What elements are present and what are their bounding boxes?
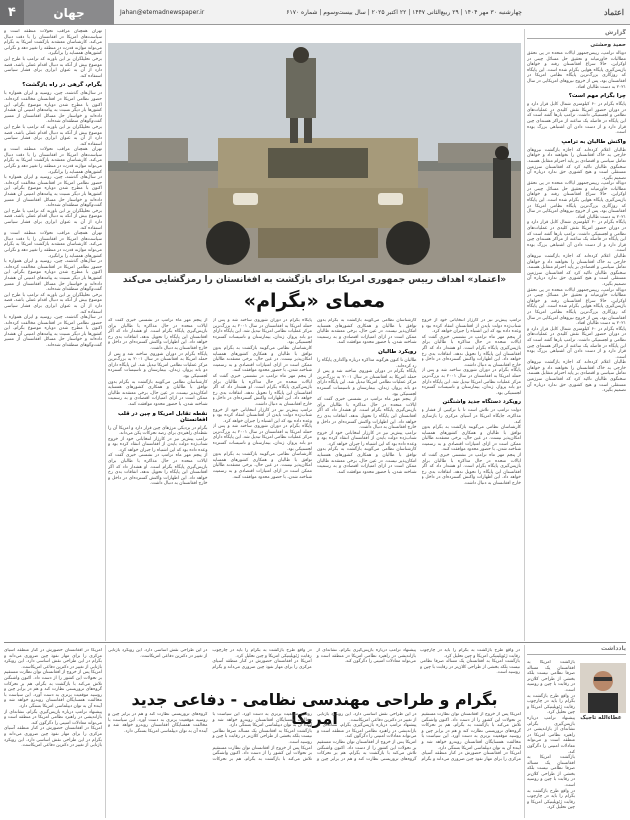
date-bar: [114, 0, 630, 25]
report-tag: گزارش: [527, 29, 626, 39]
note-right-p5: در واقع طرح بازگشت به بگرام را باید در چارچوب رقابت ژئوپلیتیکی امریکا و چین تحلیل کرد.: [527, 788, 575, 811]
section-title: جهان: [24, 0, 114, 25]
left-text-1b: برخی تحلیلگران بر این باورند که ترامپ با طرح این موضوع بیش از آنکه به دنبال اقدام عملی باشد، قصد دارد از آن به عنوان ابزاری برای فشار سیاسی استفاده کند.: [4, 56, 102, 79]
note-intro-right: [420, 648, 520, 688]
main-photo: [108, 43, 521, 273]
note-right-p1: بازگشت امریکا به افغانستان یک مساله صرفا نظامی نیست بلکه بخشی از طراحی کلان‌تر در رقابت با چین و روسیه است.: [527, 660, 575, 693]
note-body-p5: بازگشت امریکا به افغانستان یک مساله صرفا نظامی نیست بلکه بخشی از طراحی کلان‌تر در رقابت با چین و روسیه است.: [212, 728, 312, 745]
left-text-3: برخی تحلیلگران بر این باورند که ترامپ با طرح این موضوع بیش از آنکه به دنبال اقدام عملی باشد، قصد دارد از آن به عنوان ابزاری برای فشار سیاسی استفاده کند.: [4, 124, 102, 147]
body-subhead-1: نقطه تقابل امریکا و چین در قلب افغانستان: [117, 410, 208, 423]
left-text-5: در سال‌های گذشته، چین، روسیه و ایران همواره با حضور نظامی امریکا در افغانستان مخالفت کرده‌اند. اکنون با مطرح شدن دوباره موضوع بگرام، این کشورها بار دیگر نسبت به پیامدهای امنیتی آن هشدار داده‌اند و خواستار حل مسائل افغانستان از مسیر گفت‌وگوهای منطقه‌ای شده‌اند.: [4, 175, 102, 209]
note-body: [108, 712, 521, 818]
date-line: چهارشنبه ۳۰ مهر ۱۴۰۴ | ۲۹ ربیع‌الثانی ۱۴۴۷ | ۲۲ اکتبر ۲۰۲۵ | سال بیست‌وسوم | شماره ۶۱۷۰: [286, 8, 522, 16]
byline: حمید وحشتی: [590, 42, 626, 48]
note-intro-p3: پیشنهاد ترامپ درباره بازپس‌گیری بگرام، نشانه‌ای از بازاندیشی در راهبرد نظامی امریکا در منطقه است و می‌تواند معادلات امنیتی را دگرگون کند.: [316, 648, 416, 665]
body-text-2e: پایگاه بگرام در دوران شوروی ساخته شد و پس از حمله امریکا به افغانستان در سال ۲۰۰۱ به بزرگ‌ترین مرکز عملیات نظامی امریکا تبدیل شد. این پایگاه دارای دو باند پرواز، زندان، بیمارستان و تاسیسات گسترده لجستیکی بود.: [212, 424, 312, 452]
body-text-3d: از پنجم مهر ماه ترامپ در نشستی خبری گفت که ایالات متحده در حال مذاکره با طالبان برای بازپس‌گیری پایگاه بگرام است. او هشدار داد که اگر افغانستان این پایگاه را تحویل ندهد، اتفاقات بدی رخ خواهد داد. این اظهارات واکنش گسترده‌ای در داخل و خارج افغانستان به دنبال داشت.: [317, 397, 417, 431]
left-column: [4, 29, 102, 641]
note-right-p3: پیشنهاد ترامپ درباره بازپس‌گیری بگرام، نشانه‌ای از بازاندیشی در راهبرد نظامی امریکا در منطقه است و می‌تواند معادلات امنیتی را دگرگون کند.: [527, 715, 575, 755]
right-text-1: دونالد ترامپ، رییس‌جمهور ایالات متحده در پی تحقق مطالبات خاورمیانه و تحقیق حل مسائل چینی در اوکراین، حالا سراغ افغانستان رفته و خواهان بازپس‌گیری پایگاه هوایی بگرام شده است. این پایگاه که روزگاری بزرگ‌ترین پایگاه نظامی امریکا در افغانستان بود، پس از خروج نیروهای امریکایی در سال ۲۰۲۱ به دست طالبان افتاد.: [527, 51, 626, 90]
right-text-3: طالبان اعلام کرده‌اند که اجازه بازگشت نیروهای خارجی به خاک افغانستان را نخواهند داد و خواهان تعامل سیاسی و اقتصادی بر پایه احترام متقابل هستند. سخنگوی طالبان تاکید کرد که افغانستان سرزمین مستقلی است و هیچ کشوری حق ندارد درباره آن تصمیم بگیرد.: [527, 147, 626, 181]
right-text-1-more: دونالد ترامپ، رییس‌جمهور ایالات متحده در پی تحقق مطالبات خاورمیانه و تحقیق حل مسائل چینی در اوکراین، حالا سراغ افغانستان رفته و خواهان بازپس‌گیری پایگاه هوایی بگرام شده است. این پایگاه که روزگاری بزرگ‌ترین پایگاه نظامی امریکا در افغانستان بود، پس از خروج نیروهای امریکایی در سال ۲۰۲۱ به دست طالبان افتاد.: [527, 287, 626, 327]
note-body-p1: امریکا پس از خروج از افغانستان توان نظارت مستقیم بر تحولات این کشور را از دست داد. اکنون واشنگتن تلاش می‌کند با بازگشت به بگرام، هم بر تحرکات گروه‌های تروریستی نظارت کند و هم در برابر چین و روسیه موقعیت برتری به دست آورد. این سیاست با مخالفت همسایگان افغانستان روبه‌رو خواهد شد و آینده آن به توان دیپلماسی امریکا بستگی دارد.: [421, 712, 521, 751]
body-text-2b: کارشناسان نظامی می‌گویند بازگشت به بگرام بدون توافق با طالبان و همکاری کشورهای همسایه امکان‌پذیر نیست. در عین حال، برخی معتقدند طالبان ممکن است در ازای امتیازات اقتصادی و به رسمیت شناخته شدن، با حضور محدود موافقت کنند.: [212, 345, 312, 374]
note-left-p2: امریکا پس از خروج از افغانستان توان نظارت مستقیم بر تحولات این کشور را از دست داد. اکنون واشنگتن تلاش می‌کند با بازگشت به بگرام، هم بر تحرکات گروه‌های تروریستی نظارت کند و هم در برابر چین و روسیه موقعیت برتری به دست آورد. این سیاست با مخالفت همسایگان افغانستان روبه‌رو خواهد شد و آینده آن به توان دیپلماسی امریکا بستگی دارد.: [4, 670, 102, 709]
note-headline: بگرام و طراحی مهندسی نظامی - دفاعی جدید امریکا: [131, 690, 498, 728]
section-divider: [4, 642, 626, 643]
body-text-4c: پایگاه بگرام در دوران شوروی ساخته شد و پس از حمله امریکا به افغانستان در سال ۲۰۰۱ به بزرگ‌ترین مرکز عملیات نظامی امریکا تبدیل شد. این پایگاه دارای دو باند پرواز، زندان، بیمارستان و تاسیسات گسترده لجستیکی بود.: [421, 368, 521, 396]
right-subhead-1: چرا بگرام مهم است؟: [568, 93, 626, 100]
note-left-text: [4, 648, 102, 818]
body-text-1: از پنجم مهر ماه ترامپ در نشستی خبری گفت که ایالات متحده در حال مذاکره با طالبان برای بازپس‌گیری پایگاه بگرام است. او هشدار داد که اگر افغانستان این پایگاه را تحویل ندهد، اتفاقات بدی رخ خواهد داد. این اظهارات واکنش گسترده‌ای در داخل و خارج افغانستان به دنبال داشت.: [108, 318, 208, 351]
newspaper-logo: اعتماد: [603, 7, 624, 17]
author-avatar-icon: [580, 663, 626, 713]
left-text-6: برخی تحلیلگران بر این باورند که ترامپ با طرح این موضوع بیش از آنکه به دنبال اقدام عملی باشد، قصد دارد از آن به عنوان ابزاری برای فشار سیاسی استفاده کند.: [4, 208, 102, 231]
note-right-p2: در واقع طرح بازگشت به بگرام را باید در چارچوب رقابت ژئوپلیتیکی امریکا و چین تحلیل کرد.: [527, 693, 575, 716]
right-column: [527, 29, 626, 641]
article-headline: معمای «بگرام»: [243, 290, 386, 312]
body-text-1c: کارشناسان نظامی می‌گویند بازگشت به بگرام بدون توافق با طالبان و همکاری کشورهای همسایه امکان‌پذیر نیست. در عین حال، برخی معتقدند طالبان ممکن است در ازای امتیازات اقتصادی و به رسمیت شناخته شدن، با حضور محدود موافقت کنند.: [108, 379, 208, 407]
body-text-1f: از پنجم مهر ماه ترامپ در نشستی خبری گفت که ایالات متحده در حال مذاکره با طالبان برای بازپس‌گیری پایگاه بگرام است. او هشدار داد که اگر افغانستان این پایگاه را تحویل ندهد، اتفاقات بدی رخ خواهد داد. این اظهارات واکنش گسترده‌ای در داخل و خارج افغانستان به دنبال داشت.: [108, 453, 208, 487]
body-column-2: [213, 318, 313, 641]
note-body-p4: امریکا پس از خروج از افغانستان توان نظارت مستقیم بر تحولات این کشور را از دست داد. اکنون واشنگتن تلاش می‌کند با بازگشت به بگرام، هم بر تحرکات گروه‌های تروریستی نظارت کند و هم در برابر چین و روسیه موقعیت برتری به دست آورد. این سیاست با مخالفت همسایگان افغانستان روبه‌رو خواهد شد و آینده آن به توان دیپلماسی امریکا بستگی دارد.: [212, 712, 417, 762]
note-intro-p5: امریکا در افغانستان حضورش در کنار منطقه آسیای مرکزی را برای مهار نفوذ چین ضروری می‌داند و بگرام در این طراحی نقش اساسی دارد. این رویکرد بازتابی از تغییر در دکترین دفاعی امریکاست.: [108, 648, 312, 670]
note-body-p2: امریکا در افغانستان حضورش در کنار منطقه آسیای مرکزی را برای مهار نفوذ چین ضروری می‌داند و بگرام در این طراحی نقش اساسی دارد. این رویکرد بازتابی از تغییر در دکترین دفاعی امریکاست.: [317, 712, 521, 762]
body-text-3c: پایگاه بگرام در دوران شوروی ساخته شد و پس از حمله امریکا به افغانستان در سال ۲۰۰۱ به بزرگ‌ترین مرکز عملیات نظامی امریکا تبدیل شد. این پایگاه دارای دو باند پرواز، زندان، بیمارستان و تاسیسات گسترده لجستیکی بود.: [317, 369, 417, 397]
body-text-1e: ترامپ پیش‌تر نیز در کارزار انتخاباتی خود از خروج شتاب‌زده دولت بایدن از افغانستان انتقاد کرده بود و وعده داده بود که این اشتباه را جبران خواهد کرد.: [108, 436, 208, 453]
body-text-3b: طالبان تا کنون هرگونه مذاکره درباره واگذاری پایگاه را رد کرده‌اند.: [317, 357, 417, 369]
article-body: [108, 318, 521, 641]
right-text-3-more: طالبان اعلام کرده‌اند که اجازه بازگشت نیروهای خارجی به خاک افغانستان را نخواهند داد و خواهان تعامل سیاسی و اقتصادی بر پایه احترام متقابل هستند. سخنگوی طالبان تاکید کرد که افغانستان سرزمین مستقلی است و هیچ کشوری حق ندارد درباره آن تصمیم بگیرد.: [527, 360, 626, 394]
note-left-p1: امریکا در افغانستان حضورش در کنار منطقه آسیای مرکزی را برای مهار نفوذ چین ضروری می‌داند و بگرام در این طراحی نقش اساسی دارد. این رویکرد بازتابی از تغییر در دکترین دفاعی امریکاست.: [4, 648, 102, 670]
note-intro-p1: در واقع طرح بازگشت به بگرام را باید در چارچوب رقابت ژئوپلیتیکی امریکا و چین تحلیل کرد.: [420, 648, 520, 659]
right-text-2: پایگاه بگرام در ۶۰ کیلومتری شمال کابل قرار دارد و در دوران حضور امریکا نقش کلیدی در عملیات‌های نظامی و لجستیکی داشت. ترامپ بارها گفته است که این پایگاه در فاصله یک ساعته از مراکز هسته‌ای چین قرار دارد و از دست دادن آن اشتباهی بزرگ بوده است.: [527, 102, 626, 136]
note-label: یادداشت: [527, 645, 626, 655]
body-text-4: ترامپ پیش‌تر نیز در کارزار انتخاباتی خود از خروج شتاب‌زده دولت بایدن از افغانستان انتقاد کرده بود و وعده داده بود که این اشتباه را جبران خواهد کرد.: [421, 318, 521, 335]
note-left-p3: پیشنهاد ترامپ درباره بازپس‌گیری بگرام، نشانه‌ای از بازاندیشی در راهبرد نظامی امریکا در منطقه است و می‌تواند معادلات امنیتی را دگرگون کند.: [4, 709, 102, 726]
email-link[interactable]: Jahan@etemadnewspaper.ir: [120, 8, 205, 16]
body-text-4e: کارشناسان نظامی می‌گویند بازگشت به بگرام بدون توافق با طالبان و همکاری کشورهای همسایه امکان‌پذیر نیست. در عین حال، برخی معتقدند طالبان ممکن است در ازای امتیازات اقتصادی و به رسمیت شناخته شدن، با حضور محدود موافقت کنند.: [421, 425, 521, 453]
right-text-3-cont: طالبان اعلام کرده‌اند که اجازه بازگشت نیروهای خارجی به خاک افغانستان را نخواهند داد و خواهان تعامل سیاسی و اقتصادی بر پایه احترام متقابل هستند. سخنگوی طالبان تاکید کرد که افغانستان سرزمین مستقلی است و هیچ کشوری حق ندارد درباره آن تصمیم بگیرد.: [527, 254, 626, 287]
right-subhead-2: واکنش طالبان به ترامپ: [561, 138, 626, 145]
article-kicker: «اعتماد» اهداف رییس جمهوری امریکا برای بازگشت به افغانستان را رمزگشایی می‌کند: [122, 275, 507, 285]
body-text-1b: پایگاه بگرام در دوران شوروی ساخته شد و پس از حمله امریکا به افغانستان در سال ۲۰۰۱ به بزرگ‌ترین مرکز عملیات نظامی امریکا تبدیل شد. این پایگاه دارای دو باند پرواز، زندان، بیمارستان و تاسیسات گسترده لجستیکی بود.: [108, 351, 208, 379]
left-text-10: در سال‌های گذشته، چین، روسیه و ایران همواره با حضور نظامی امریکا در افغانستان مخالفت کرده‌اند. اکنون با مطرح شدن دوباره موضوع بگرام، این کشورها بار دیگر نسبت به پیامدهای امنیتی آن هشدار داده‌اند و خواستار حل مسائل افغانستان از مسیر گفت‌وگوهای منطقه‌ای شده‌اند.: [4, 315, 102, 349]
page-number: ۴: [0, 0, 24, 25]
body-subhead-4: رویکرد دستگاه جدید واشنگتن: [442, 399, 521, 406]
body-column-3: [317, 318, 417, 641]
body-subhead-3: رویکرد طالبان: [378, 348, 417, 355]
left-text-7: تهران همچنان مراقب تحولات منطقه است و سیاست‌های امریکا در افغانستان را با دقت دنبال می‌کند. کارشناسان معتقدند بازگشت امریکا به بگرام می‌تواند موازنه قدرت در منطقه را تغییر دهد و نگرانی کشورهای همسایه را برانگیزد.: [4, 231, 102, 259]
right-text-2-more: پایگاه بگرام در ۶۰ کیلومتری شمال کابل قرار دارد و در دوران حضور امریکا نقش کلیدی در عملیات‌های نظامی و لجستیکی داشت. ترامپ بارها گفته است که این پایگاه در فاصله یک ساعته از مراکز هسته‌ای چین قرار دارد و از دست دادن آن اشتباهی بزرگ بوده است.: [527, 326, 626, 360]
body-text-4f: از پنجم مهر ماه ترامپ در نشستی خبری گفت که ایالات متحده در حال مذاکره با طالبان برای بازپس‌گیری پایگاه بگرام است. او هشدار داد که اگر افغانستان این پایگاه را تحویل ندهد، اتفاقات بدی رخ خواهد داد. این اظهارات واکنش گسترده‌ای در داخل و خارج افغانستان به دنبال داشت.: [421, 453, 521, 487]
note-intro-p4: در واقع طرح بازگشت به بگرام را باید در چارچوب رقابت ژئوپلیتیکی امریکا و چین تحلیل کرد.: [212, 648, 312, 659]
note-body-p3: پیشنهاد ترامپ درباره بازپس‌گیری بگرام، نشانه‌ای از بازاندیشی در راهبرد نظامی امریکا در منطقه است و می‌تواند معادلات امنیتی را دگرگون کند.: [317, 723, 417, 740]
note-right-p4: بازگشت امریکا به افغانستان یک مساله صرفا نظامی نیست بلکه بخشی از طراحی کلان‌تر در رقابت با چین و روسیه است.: [527, 755, 575, 789]
body-text-4b: از پنجم مهر ماه ترامپ در نشستی خبری گفت که ایالات متحده در حال مذاکره با طالبان برای بازپس‌گیری پایگاه بگرام است. او هشدار داد که اگر افغانستان این پایگاه را تحویل ندهد، اتفاقات بدی رخ خواهد داد. این اظهارات واکنش گسترده‌ای در داخل و خارج افغانستان به دنبال داشت.: [421, 334, 521, 368]
author-portrait: [580, 663, 626, 713]
note-intro-p2: بازگشت امریکا به افغانستان یک مساله صرفا نظامی نیست بلکه بخشی از طراحی کلان‌تر در رقابت با چین و روسیه است.: [420, 659, 520, 676]
right-text-1-cont: دونالد ترامپ، رییس‌جمهور ایالات متحده در پی تحقق مطالبات خاورمیانه و تحقیق حل مسائل چینی در اوکراین، حالا سراغ افغانستان رفته و خواهان بازپس‌گیری پایگاه هوایی بگرام شده است. این پایگاه که روزگاری بزرگ‌ترین پایگاه نظامی امریکا در افغانستان بود، پس از خروج نیروهای امریکایی در سال ۲۰۲۱ به دست طالبان افتاد.: [527, 181, 626, 220]
body-text-1d: بگرام در نزدیکی مرزهای چین قرار دارد و امریکا آن را نقطه‌ای راهبردی برای رصد تحرکات پکن می‌داند.: [108, 425, 208, 437]
right-text-2-cont: پایگاه بگرام در ۶۰ کیلومتری شمال کابل قرار دارد و در دوران حضور امریکا نقش کلیدی در عملیات‌های نظامی و لجستیکی داشت. ترامپ بارها گفته است که این پایگاه در فاصله یک ساعته از مراکز هسته‌ای چین قرار دارد و از دست دادن آن اشتباهی بزرگ بوده است.: [527, 220, 626, 254]
body-text-2: پایگاه بگرام در دوران شوروی ساخته شد و پس از حمله امریکا به افغانستان در سال ۲۰۰۱ به بزرگ‌ترین مرکز عملیات نظامی امریکا تبدیل شد. این پایگاه دارای دو باند پرواز، زندان، بیمارستان و تاسیسات گسترده لجستیکی بود.: [212, 318, 312, 346]
body-text-2c: از پنجم مهر ماه ترامپ در نشستی خبری گفت که ایالات متحده در حال مذاکره با طالبان برای بازپس‌گیری پایگاه بگرام است. او هشدار داد که اگر افغانستان این پایگاه را تحویل ندهد، اتفاقات بدی رخ خواهد داد. این اظهارات واکنش گسترده‌ای در داخل و خارج افغانستان به دنبال داشت.: [212, 373, 312, 407]
body-text-3f: کارشناسان نظامی می‌گویند بازگشت به بگرام بدون توافق با طالبان و همکاری کشورهای همسایه امکان‌پذیر نیست. در عین حال، برخی معتقدند طالبان ممکن است در ازای امتیازات اقتصادی و به رسمیت شناخته شدن، با حضور محدود موافقت کنند.: [317, 447, 417, 475]
body-column-1: [108, 318, 208, 641]
left-text-2: در سال‌های گذشته، چین، روسیه و ایران همواره با حضور نظامی امریکا در افغانستان مخالفت کرده‌اند. اکنون با مطرح شدن دوباره موضوع بگرام، این کشورها بار دیگر نسبت به پیامدهای امنیتی آن هشدار داده‌اند و خواستار حل مسائل افغانستان از مسیر گفت‌وگوهای منطقه‌ای شده‌اند.: [4, 91, 102, 125]
body-text-3e: ترامپ پیش‌تر نیز در کارزار انتخاباتی خود از خروج شتاب‌زده دولت بایدن از افغانستان انتقاد کرده بود و وعده داده بود که این اشتباه را جبران خواهد کرد.: [317, 430, 417, 447]
note-body-p6: امریکا پس از خروج از افغانستان توان نظارت مستقیم بر تحولات این کشور را از دست داد. اکنون واشنگتن تلاش می‌کند با بازگشت به بگرام، هم بر تحرکات گروه‌های تروریستی نظارت کند و هم در برابر چین و روسیه موقعیت برتری به دست آورد. این سیاست با مخالفت همسایگان افغانستان روبه‌رو خواهد شد و آینده آن به توان دیپلماسی امریکا بستگی دارد.: [108, 712, 312, 762]
humvee-photo-illustration: [108, 43, 521, 273]
body-column-4: [422, 318, 522, 641]
left-text-1: تهران همچنان مراقب تحولات منطقه است و سیاست‌های امریکا در افغانستان را با دقت دنبال می‌کند. کارشناسان معتقدند بازگشت امریکا به بگرام می‌تواند موازنه قدرت در منطقه را تغییر دهد و نگرانی کشورهای همسایه را برانگیزد.: [4, 29, 102, 57]
left-text-8: در سال‌های گذشته، چین، روسیه و ایران همواره با حضور نظامی امریکا در افغانستان مخالفت کرده‌اند. اکنون با مطرح شدن دوباره موضوع بگرام، این کشورها بار دیگر نسبت به پیامدهای امنیتی آن هشدار داده‌اند و خواستار حل مسائل افغانستان از مسیر گفت‌وگوهای منطقه‌ای شده‌اند.: [4, 259, 102, 293]
body-text-3: کارشناسان نظامی می‌گویند بازگشت به بگرام بدون توافق با طالبان و همکاری کشورهای همسایه امکان‌پذیر نیست. در عین حال، برخی معتقدند طالبان ممکن است در ازای امتیازات اقتصادی و به رسمیت شناخته شدن، با حضور محدود موافقت کنند.: [317, 318, 417, 346]
left-subhead-1: بگرام، گرهی در راه بازگشت؟: [22, 82, 102, 89]
left-text-4: تهران همچنان مراقب تحولات منطقه است و سیاست‌های امریکا در افغانستان را با دقت دنبال می‌کند. کارشناسان معتقدند بازگشت امریکا به بگرام می‌تواند موازنه قدرت در منطقه را تغییر دهد و نگرانی کشورهای همسایه را برانگیزد.: [4, 147, 102, 175]
note-right-text: [527, 660, 575, 818]
body-text-2f: کارشناسان نظامی می‌گویند بازگشت به بگرام بدون توافق با طالبان و همکاری کشورهای همسایه امکان‌پذیر نیست. در عین حال، برخی معتقدند طالبان ممکن است در ازای امتیازات اقتصادی و به رسمیت شناخته شدن، با حضور محدود موافقت کنند.: [212, 452, 312, 480]
body-text-4d: دولت ترامپ در تلاش است تا با ترکیبی از فشار و مذاکره، جایگاه امریکا در آسیای مرکزی را بازسازی کند.: [421, 408, 521, 425]
author-name: عطاءالله تاجیک: [580, 715, 622, 721]
masthead-bar: [0, 0, 630, 25]
note-intro-cols: [108, 648, 416, 688]
note-left-p4: امریکا در افغانستان حضورش در کنار منطقه آسیای مرکزی را برای مهار نفوذ چین ضروری می‌داند و بگرام در این طراحی نقش اساسی دارد. این رویکرد بازتابی از تغییر در دکترین دفاعی امریکاست.: [4, 726, 102, 749]
body-text-2d: ترامپ پیش‌تر نیز در کارزار انتخاباتی خود از خروج شتاب‌زده دولت بایدن از افغانستان انتقاد کرده بود و وعده داده بود که این اشتباه را جبران خواهد کرد.: [212, 407, 312, 424]
left-text-9: برخی تحلیلگران بر این باورند که ترامپ با طرح این موضوع بیش از آنکه به دنبال اقدام عملی باشد، قصد دارد از آن به عنوان ابزاری برای فشار سیاسی استفاده کند.: [4, 292, 102, 315]
